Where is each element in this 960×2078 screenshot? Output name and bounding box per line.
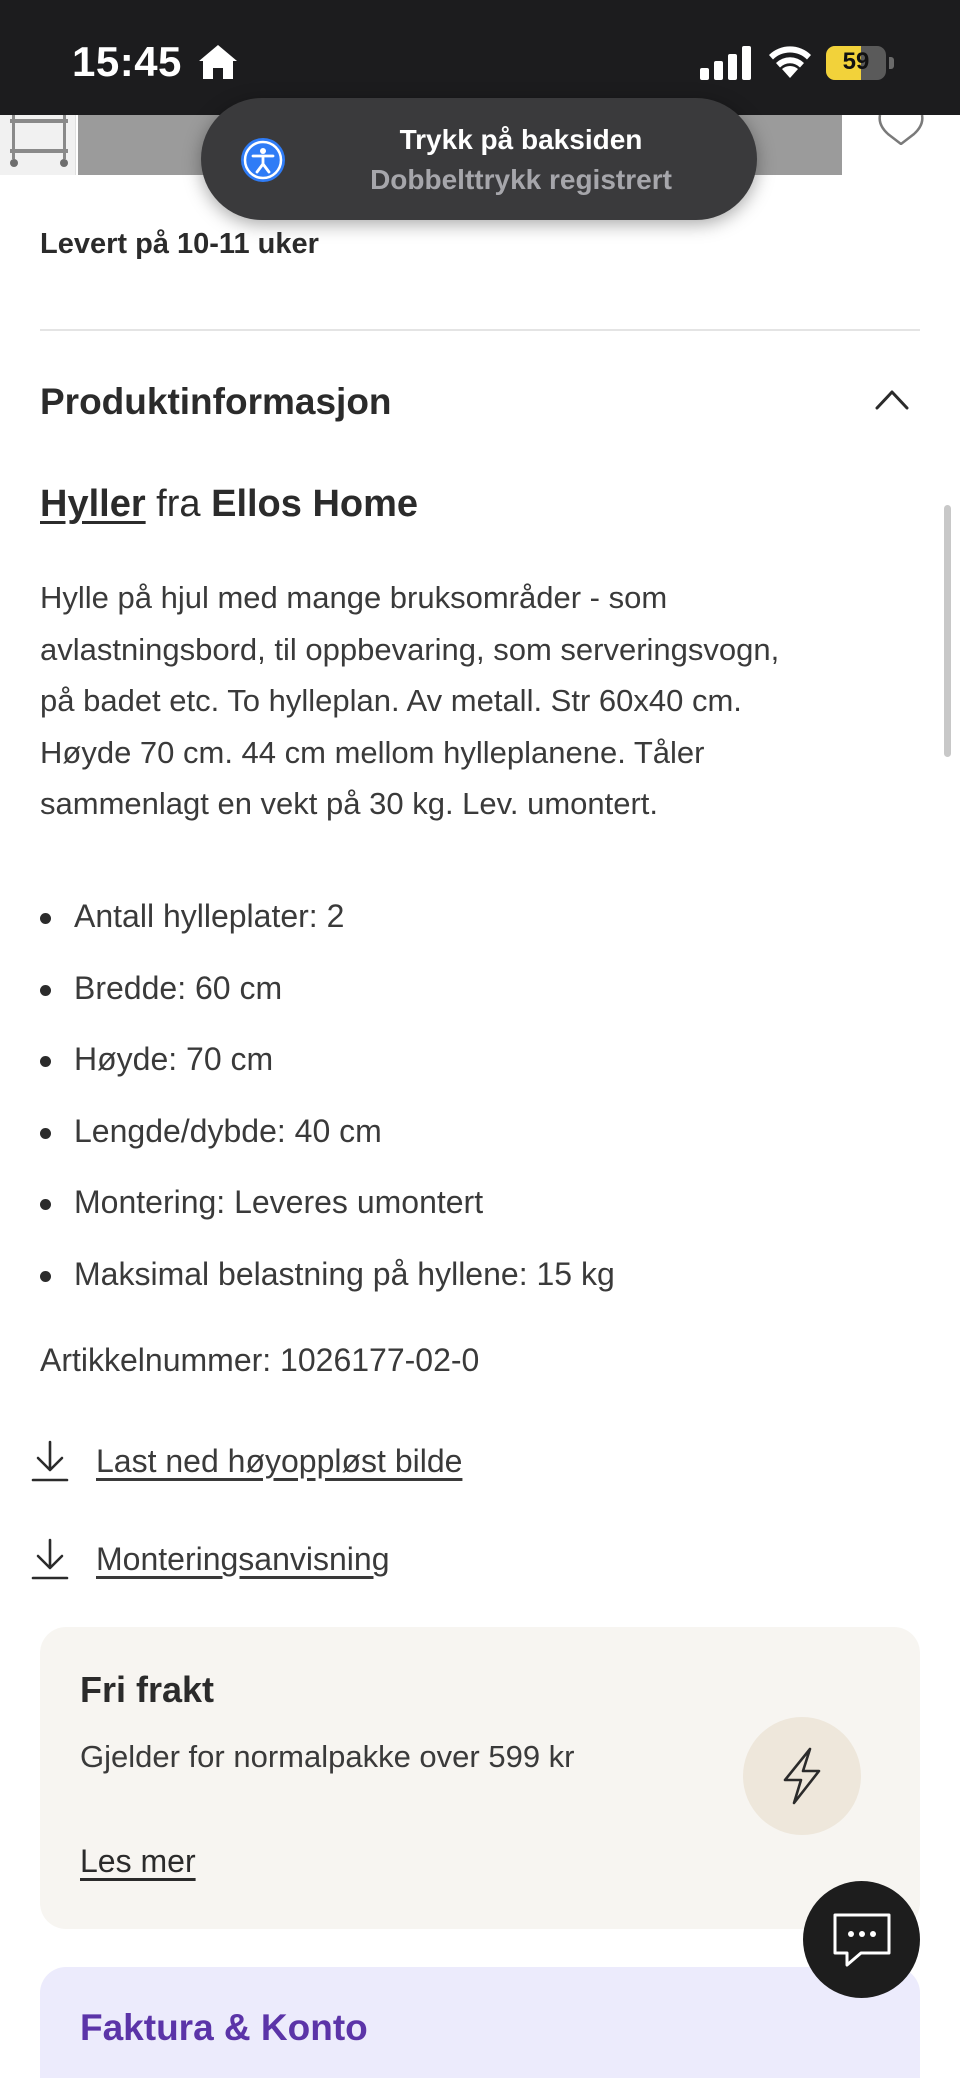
product-info-header[interactable]: Produktinformasjon — [40, 381, 392, 422]
product-thumbnail[interactable] — [0, 115, 76, 175]
invoice-account-card[interactable] — [40, 1967, 920, 2078]
category-link[interactable]: Hyller — [40, 483, 146, 525]
spec-item: Bredde: 60 cm — [40, 960, 920, 1032]
description-line: Hylle på hjul med mange bruksområder - som — [40, 580, 668, 615]
scrollbar[interactable] — [944, 505, 951, 757]
accessibility-icon — [241, 138, 285, 182]
battery-percentage: 59 — [842, 48, 870, 75]
chat-icon — [831, 1911, 893, 1969]
shelf-cart-image — [4, 115, 74, 171]
brand-prefix: fra — [145, 483, 212, 525]
brand-line — [40, 483, 418, 526]
free-shipping-card — [40, 1627, 920, 1929]
battery-indicator — [826, 46, 894, 80]
chat-button[interactable] — [803, 1881, 920, 1998]
spec-item: Lengde/dybde: 40 cm — [40, 1103, 920, 1175]
cellular-signal-icon — [700, 46, 752, 80]
divider — [40, 329, 920, 331]
accessibility-toast — [201, 98, 757, 220]
spec-item: Høyde: 70 cm — [40, 1031, 920, 1103]
home-icon — [196, 42, 240, 82]
lightning-badge — [743, 1717, 861, 1835]
download-icon — [30, 1537, 70, 1581]
article-number: Artikkelnummer: 1026177-02-0 — [40, 1342, 480, 1378]
invoice-account-title: Faktura & Konto — [80, 2007, 368, 2048]
description-line: på badet etc. To hylleplan. Av metall. Str 60x40 cm. — [40, 683, 742, 718]
delivery-time: Levert på 10-11 uker — [40, 228, 319, 260]
assembly-instructions-link[interactable] — [30, 1535, 390, 1583]
battery-cap — [889, 57, 894, 69]
status-time: 15:45 — [72, 38, 182, 85]
download-image-label: Last ned høyoppløst bilde — [96, 1442, 463, 1479]
read-more-link[interactable]: Les mer — [80, 1843, 196, 1879]
spec-item: Maksimal belastning på hyllene: 15 kg — [40, 1246, 920, 1318]
free-shipping-title: Fri frakt — [80, 1669, 215, 1710]
toast-title: Trykk på baksiden — [399, 124, 643, 155]
toast-subtitle: Dobbelttrykk registrert — [370, 164, 672, 195]
lightning-icon — [777, 1746, 827, 1806]
chevron-up-icon[interactable] — [874, 386, 910, 412]
wifi-icon — [768, 44, 812, 80]
free-shipping-text: Gjelder for normalpakke over 599 kr — [80, 1739, 575, 1774]
spec-item: Antall hylleplater: 2 — [40, 888, 920, 960]
spec-item: Montering: Leveres umontert — [40, 1174, 920, 1246]
heart-icon[interactable] — [876, 115, 926, 145]
brand-name: Ellos Home — [211, 483, 419, 525]
battery-body — [826, 46, 886, 80]
spec-list — [40, 888, 920, 1317]
product-description — [40, 572, 920, 830]
description-line: sammenlagt en vekt på 30 kg. Lev. umontert. — [40, 786, 659, 821]
assembly-instructions-label: Monteringsanvisning — [96, 1540, 390, 1577]
download-icon — [30, 1439, 70, 1483]
description-line: avlastningsbord, til oppbevaring, som serveringsvogn, — [40, 631, 780, 667]
download-image-link[interactable] — [30, 1437, 462, 1485]
description-line: Høyde 70 cm. 44 cm mellom hylleplanene. Tåler — [40, 734, 705, 770]
